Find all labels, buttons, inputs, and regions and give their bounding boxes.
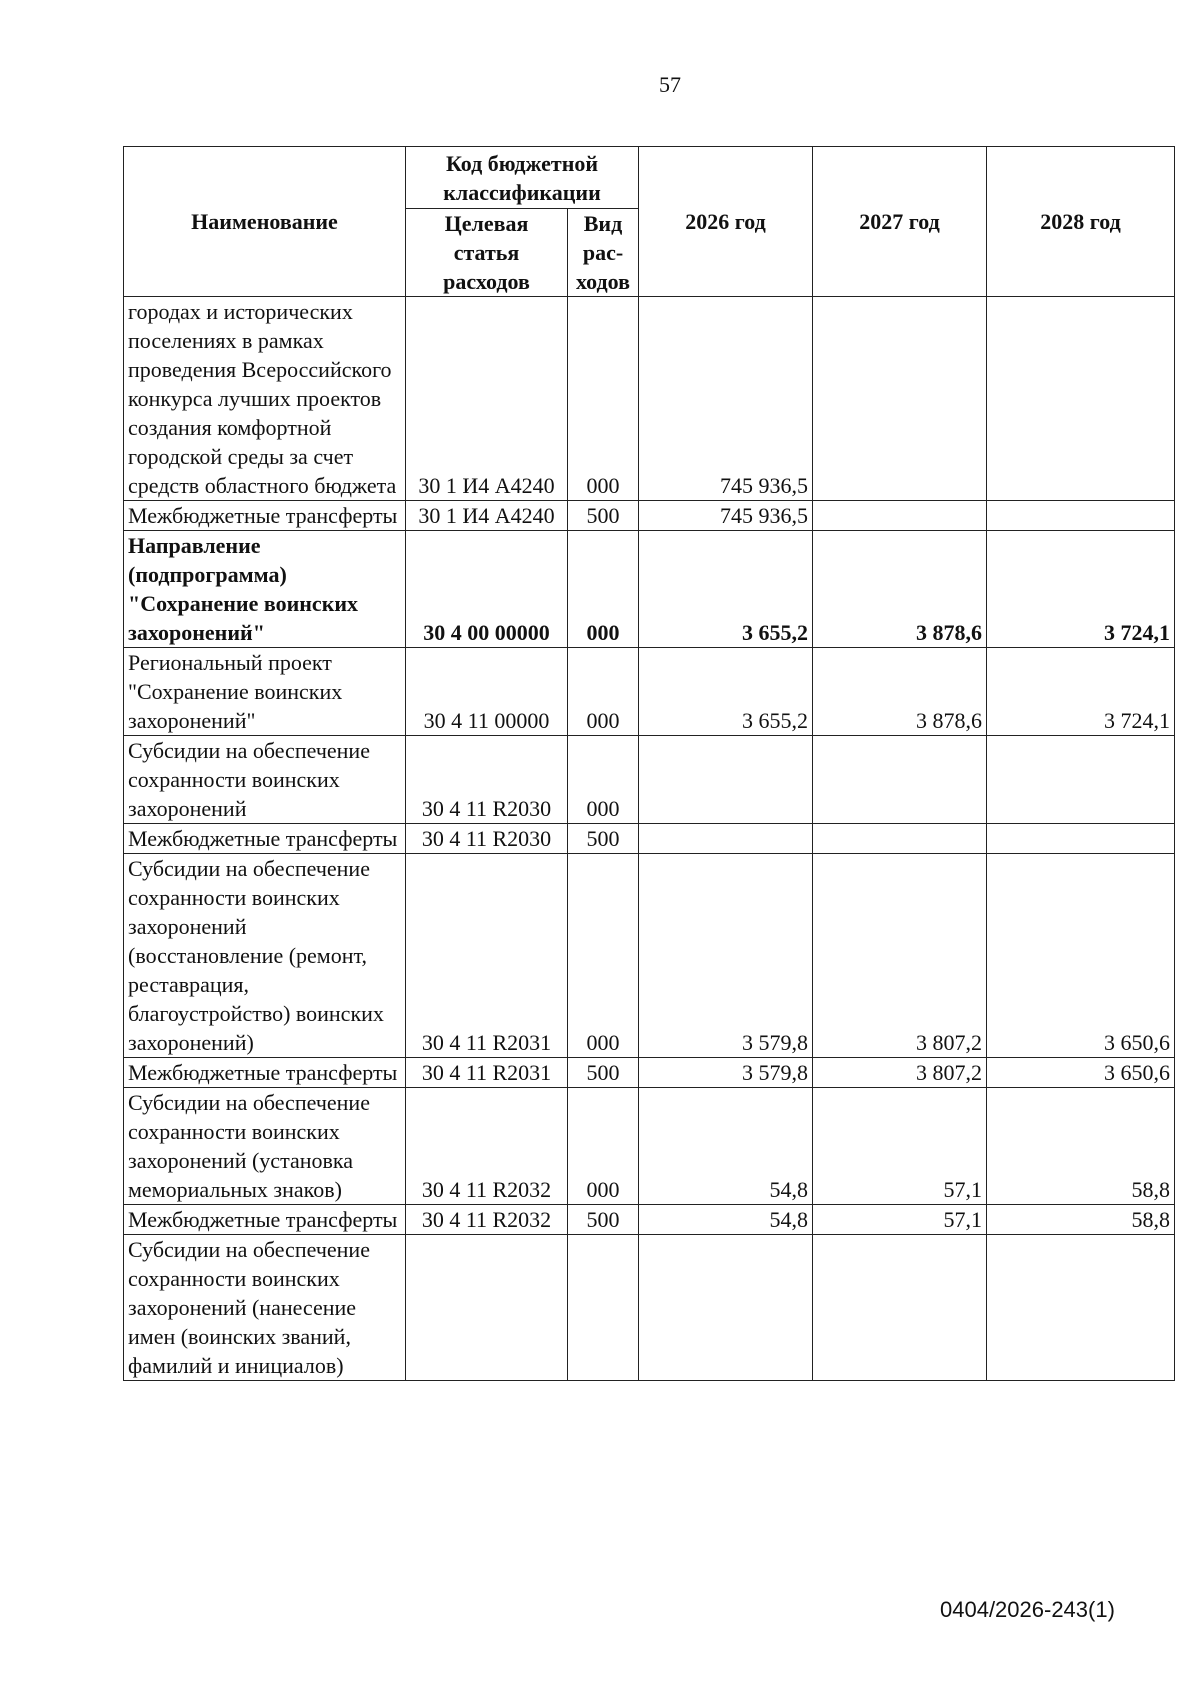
row-2028 [987, 297, 1175, 501]
row-target: 30 4 00 00000 [406, 531, 568, 648]
row-target: 30 4 11 00000 [406, 648, 568, 736]
table-row [124, 1058, 1175, 1088]
row-2027 [813, 1235, 987, 1381]
row-target: 30 4 11 R2032 [406, 1088, 568, 1205]
row-kind: 500 [568, 1205, 639, 1235]
row-name: Межбюджетные трансферты [124, 824, 406, 854]
row-target [406, 1235, 568, 1381]
row-kind: 000 [568, 531, 639, 648]
row-2026 [639, 1235, 813, 1381]
table-row [124, 824, 1175, 854]
row-target: 30 4 11 R2031 [406, 1058, 568, 1088]
row-name: Субсидии на обеспечение сохранности воинских захоронений (установка мемориальных знаков) [124, 1088, 406, 1205]
row-2027 [813, 824, 987, 854]
row-2028 [987, 736, 1175, 824]
table-row [124, 501, 1175, 531]
row-2028 [987, 501, 1175, 531]
row-name: Региональный проект "Сохранение воинских захоронений" [124, 648, 406, 736]
table-row [124, 854, 1175, 1058]
row-kind: 000 [568, 1088, 639, 1205]
row-target: 30 4 11 R2030 [406, 824, 568, 854]
row-2028: 58,8 [987, 1205, 1175, 1235]
document-number: 0404/2026-243(1) [940, 1597, 1115, 1622]
row-kind: 500 [568, 501, 639, 531]
table-row [124, 648, 1175, 736]
row-2026: 745 936,5 [639, 501, 813, 531]
header-kind: Вид рас-ходов [568, 209, 639, 297]
row-2026: 3 655,2 [639, 531, 813, 648]
header-2028: 2028 год [987, 147, 1175, 297]
row-2026: 3 655,2 [639, 648, 813, 736]
table-row [124, 1088, 1175, 1205]
header-code-group: Код бюджетной классификации [406, 147, 639, 209]
row-2028: 3 650,6 [987, 1058, 1175, 1088]
row-2027 [813, 297, 987, 501]
row-kind: 000 [568, 297, 639, 501]
row-kind [568, 1235, 639, 1381]
row-2026 [639, 824, 813, 854]
table-row [124, 1205, 1175, 1235]
table-body [124, 297, 1175, 1381]
row-2028: 58,8 [987, 1088, 1175, 1205]
row-name: Субсидии на обеспечение сохранности воинских захоронений (восстановление (ремонт, реставрация, благоустройство) воинских захоронений) [124, 854, 406, 1058]
row-2026 [639, 736, 813, 824]
row-target: 30 4 11 R2031 [406, 854, 568, 1058]
row-name: Межбюджетные трансферты [124, 1205, 406, 1235]
row-name: Межбюджетные трансферты [124, 1058, 406, 1088]
row-2027: 3 807,2 [813, 1058, 987, 1088]
row-kind: 000 [568, 736, 639, 824]
header-2027: 2027 год [813, 147, 987, 297]
row-name: Субсидии на обеспечение сохранности воинских захоронений [124, 736, 406, 824]
row-2026: 3 579,8 [639, 1058, 813, 1088]
row-name: Межбюджетные трансферты [124, 501, 406, 531]
budget-table [123, 146, 1175, 1381]
row-2028 [987, 1235, 1175, 1381]
row-2028 [987, 824, 1175, 854]
row-target: 30 1 И4 А4240 [406, 501, 568, 531]
page-number: 57 [659, 72, 681, 97]
row-target: 30 4 11 R2032 [406, 1205, 568, 1235]
row-target: 30 4 11 R2030 [406, 736, 568, 824]
row-2027 [813, 736, 987, 824]
row-2027: 57,1 [813, 1205, 987, 1235]
header-2026: 2026 год [639, 147, 813, 297]
row-2026: 54,8 [639, 1088, 813, 1205]
row-target: 30 1 И4 А4240 [406, 297, 568, 501]
row-2026: 3 579,8 [639, 854, 813, 1058]
row-2027: 57,1 [813, 1088, 987, 1205]
row-kind: 500 [568, 1058, 639, 1088]
row-kind: 000 [568, 648, 639, 736]
header-target: Целевая статья расходов [406, 209, 568, 297]
row-name: Направление (подпрограмма) "Сохранение воинских захоронений" [124, 531, 406, 648]
table-row [124, 297, 1175, 501]
row-2027: 3 878,6 [813, 531, 987, 648]
row-2026: 54,8 [639, 1205, 813, 1235]
table-row [124, 736, 1175, 824]
row-kind: 000 [568, 854, 639, 1058]
table-row [124, 1235, 1175, 1381]
row-2028: 3 650,6 [987, 854, 1175, 1058]
row-2027: 3 807,2 [813, 854, 987, 1058]
row-2027: 3 878,6 [813, 648, 987, 736]
row-2028: 3 724,1 [987, 648, 1175, 736]
row-name: городах и исторических поселениях в рамках проведения Всероссийского конкурса лучших проектов создания комфортной городской среды за счет средств областного бюджета [124, 297, 406, 501]
table-row [124, 531, 1175, 648]
row-2028: 3 724,1 [987, 531, 1175, 648]
header-name: Наименование [124, 147, 406, 297]
row-2026: 745 936,5 [639, 297, 813, 501]
row-2027 [813, 501, 987, 531]
row-name: Субсидии на обеспечение сохранности воинских захоронений (нанесение имен (воинских званий, фамилий и инициалов) [124, 1235, 406, 1381]
row-kind: 500 [568, 824, 639, 854]
